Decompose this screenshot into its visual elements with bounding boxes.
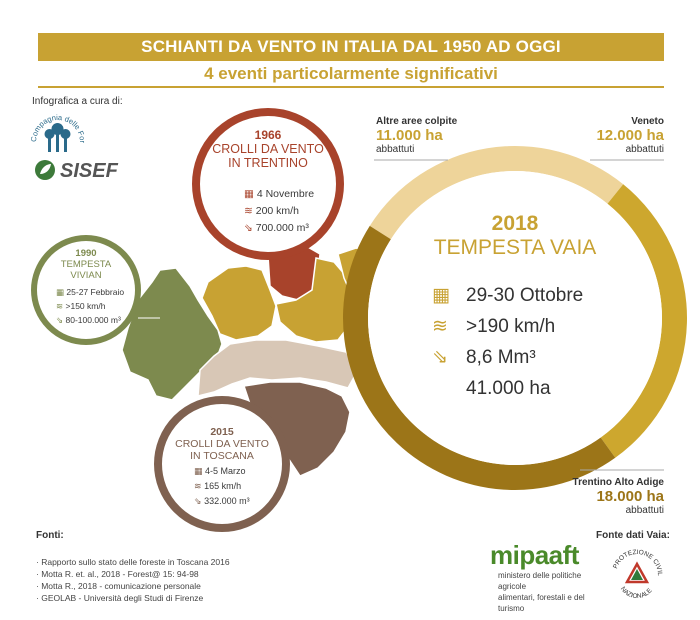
event-1966-year: 1966 <box>254 128 282 142</box>
event-1990-date: 25-27 Febbraio <box>66 287 125 297</box>
event-2015-wind: 165 km/h <box>204 481 242 491</box>
ring-label-altre-value: 11.000 ha <box>376 127 443 144</box>
wind-icon: ≋ <box>56 301 64 311</box>
event-1966-title2: IN TRENTINO <box>228 156 308 170</box>
source-item: · Rapporto sullo stato delle foreste in Toscana 2016 <box>36 556 230 568</box>
fallen-tree-icon: ⇘ <box>56 315 64 325</box>
calendar-icon: ▦ <box>244 188 254 200</box>
event-1990-wind: >150 km/h <box>65 301 106 311</box>
mipaaft-sub2: alimentari, forestali e del turismo <box>498 593 585 613</box>
vaia-source-title: Fonte dati Vaia: <box>596 530 670 541</box>
event-2018-area: 41.000 ha <box>466 378 551 399</box>
credit-label: Infografica a cura di: <box>32 96 123 107</box>
source-item: · Motta R. et. al., 2018 - Forest@ 15: 94-98 <box>36 568 230 580</box>
event-1990-stats <box>56 285 124 327</box>
mipaaft-logo <box>490 540 610 614</box>
ring-label-altre <box>376 115 457 157</box>
page-title: SCHIANTI DA VENTO IN ITALIA DAL 1950 AD OGGI <box>38 33 664 61</box>
event-2015-date: 4-5 Marzo <box>205 466 246 476</box>
ring-label-veneto <box>580 115 664 157</box>
event-1990-title1: TEMPESTA <box>60 259 112 270</box>
event-1966-volume: 700.000 m³ <box>255 222 309 234</box>
calendar-icon: ▦ <box>432 285 450 306</box>
event-2018 <box>400 212 630 260</box>
source-item: · Motta R., 2018 - comunicazione personale <box>36 580 230 592</box>
source-item: · GEOLAB - Università degli Studi di Firenze <box>36 592 230 604</box>
wind-icon: ≋ <box>432 316 448 337</box>
nazionale-text: NAZIONALE <box>618 585 654 601</box>
event-2015-stats <box>194 464 250 509</box>
ring-label-veneto-name: Veneto <box>631 116 664 127</box>
event-2018-name: TEMPESTA VAIA <box>433 236 597 259</box>
ring-label-trentino-name: Trentino Alto Adige <box>572 477 664 488</box>
event-1966-wind: 200 km/h <box>255 205 299 217</box>
fallen-tree-icon: ⇘ <box>194 496 202 506</box>
ring-label-trentino <box>540 476 664 518</box>
event-2018-volume: 8,6 Mm³ <box>466 347 536 368</box>
event-2015-year: 2015 <box>210 426 234 438</box>
event-1966-title1: CROLLI DA VENTO <box>212 142 324 156</box>
wind-icon: ≋ <box>194 481 202 491</box>
page-subtitle: 4 eventi particolarmente significativi <box>204 64 498 83</box>
event-2018-wind: >190 km/h <box>466 316 556 337</box>
event-2015-title2: IN TOSCANA <box>190 450 254 462</box>
mipaaft-sub1: ministero delle politiche agricole <box>498 571 582 591</box>
protezione-civile-logo <box>608 546 666 604</box>
calendar-icon: ▦ <box>56 287 65 297</box>
event-2018-date: 29-30 Ottobre <box>466 285 584 306</box>
event-2018-stats <box>432 280 583 404</box>
event-2018-year: 2018 <box>491 212 539 235</box>
sources-list <box>36 556 230 604</box>
sisef-text: SISEF <box>60 160 118 182</box>
calendar-icon: ▦ <box>194 466 203 476</box>
ring-label-altre-unit: abbattuti <box>376 144 415 155</box>
event-1966 <box>200 128 336 170</box>
protezione-text: PROTEZIONE CIVIL <box>612 548 664 577</box>
event-1966-stats <box>244 186 314 237</box>
fallen-tree-icon: ⇘ <box>244 222 253 234</box>
ring-label-altre-name: Altre aree colpite <box>376 116 458 127</box>
mipaaft-wordmark: mipaaft <box>490 540 579 570</box>
ring-label-veneto-value: 12.000 ha <box>596 127 664 144</box>
compagnia-foreste-text: ompagnia delle F <box>30 112 86 138</box>
wind-icon: ≋ <box>244 205 253 217</box>
event-2015 <box>164 426 280 462</box>
event-1990-title2: VIVIAN <box>70 270 102 281</box>
svg-text:NAZIONALE <box>619 586 654 601</box>
event-1990 <box>46 248 126 281</box>
ring-label-trentino-unit: abbattuti <box>625 505 664 516</box>
sources-title: Fonti: <box>36 530 64 541</box>
event-1990-volume: 80-100.000 m³ <box>65 315 121 325</box>
event-2015-volume: 332.000 m³ <box>204 496 250 506</box>
event-1966-date: 4 Novembre <box>256 188 315 200</box>
fallen-tree-icon: ⇘ <box>432 347 448 368</box>
ring-label-trentino-value: 18.000 ha <box>596 488 664 505</box>
ring-label-veneto-unit: abbattuti <box>625 144 664 155</box>
event-2015-title1: CROLLI DA VENTO <box>175 438 269 450</box>
event-1990-year: 1990 <box>75 248 97 259</box>
